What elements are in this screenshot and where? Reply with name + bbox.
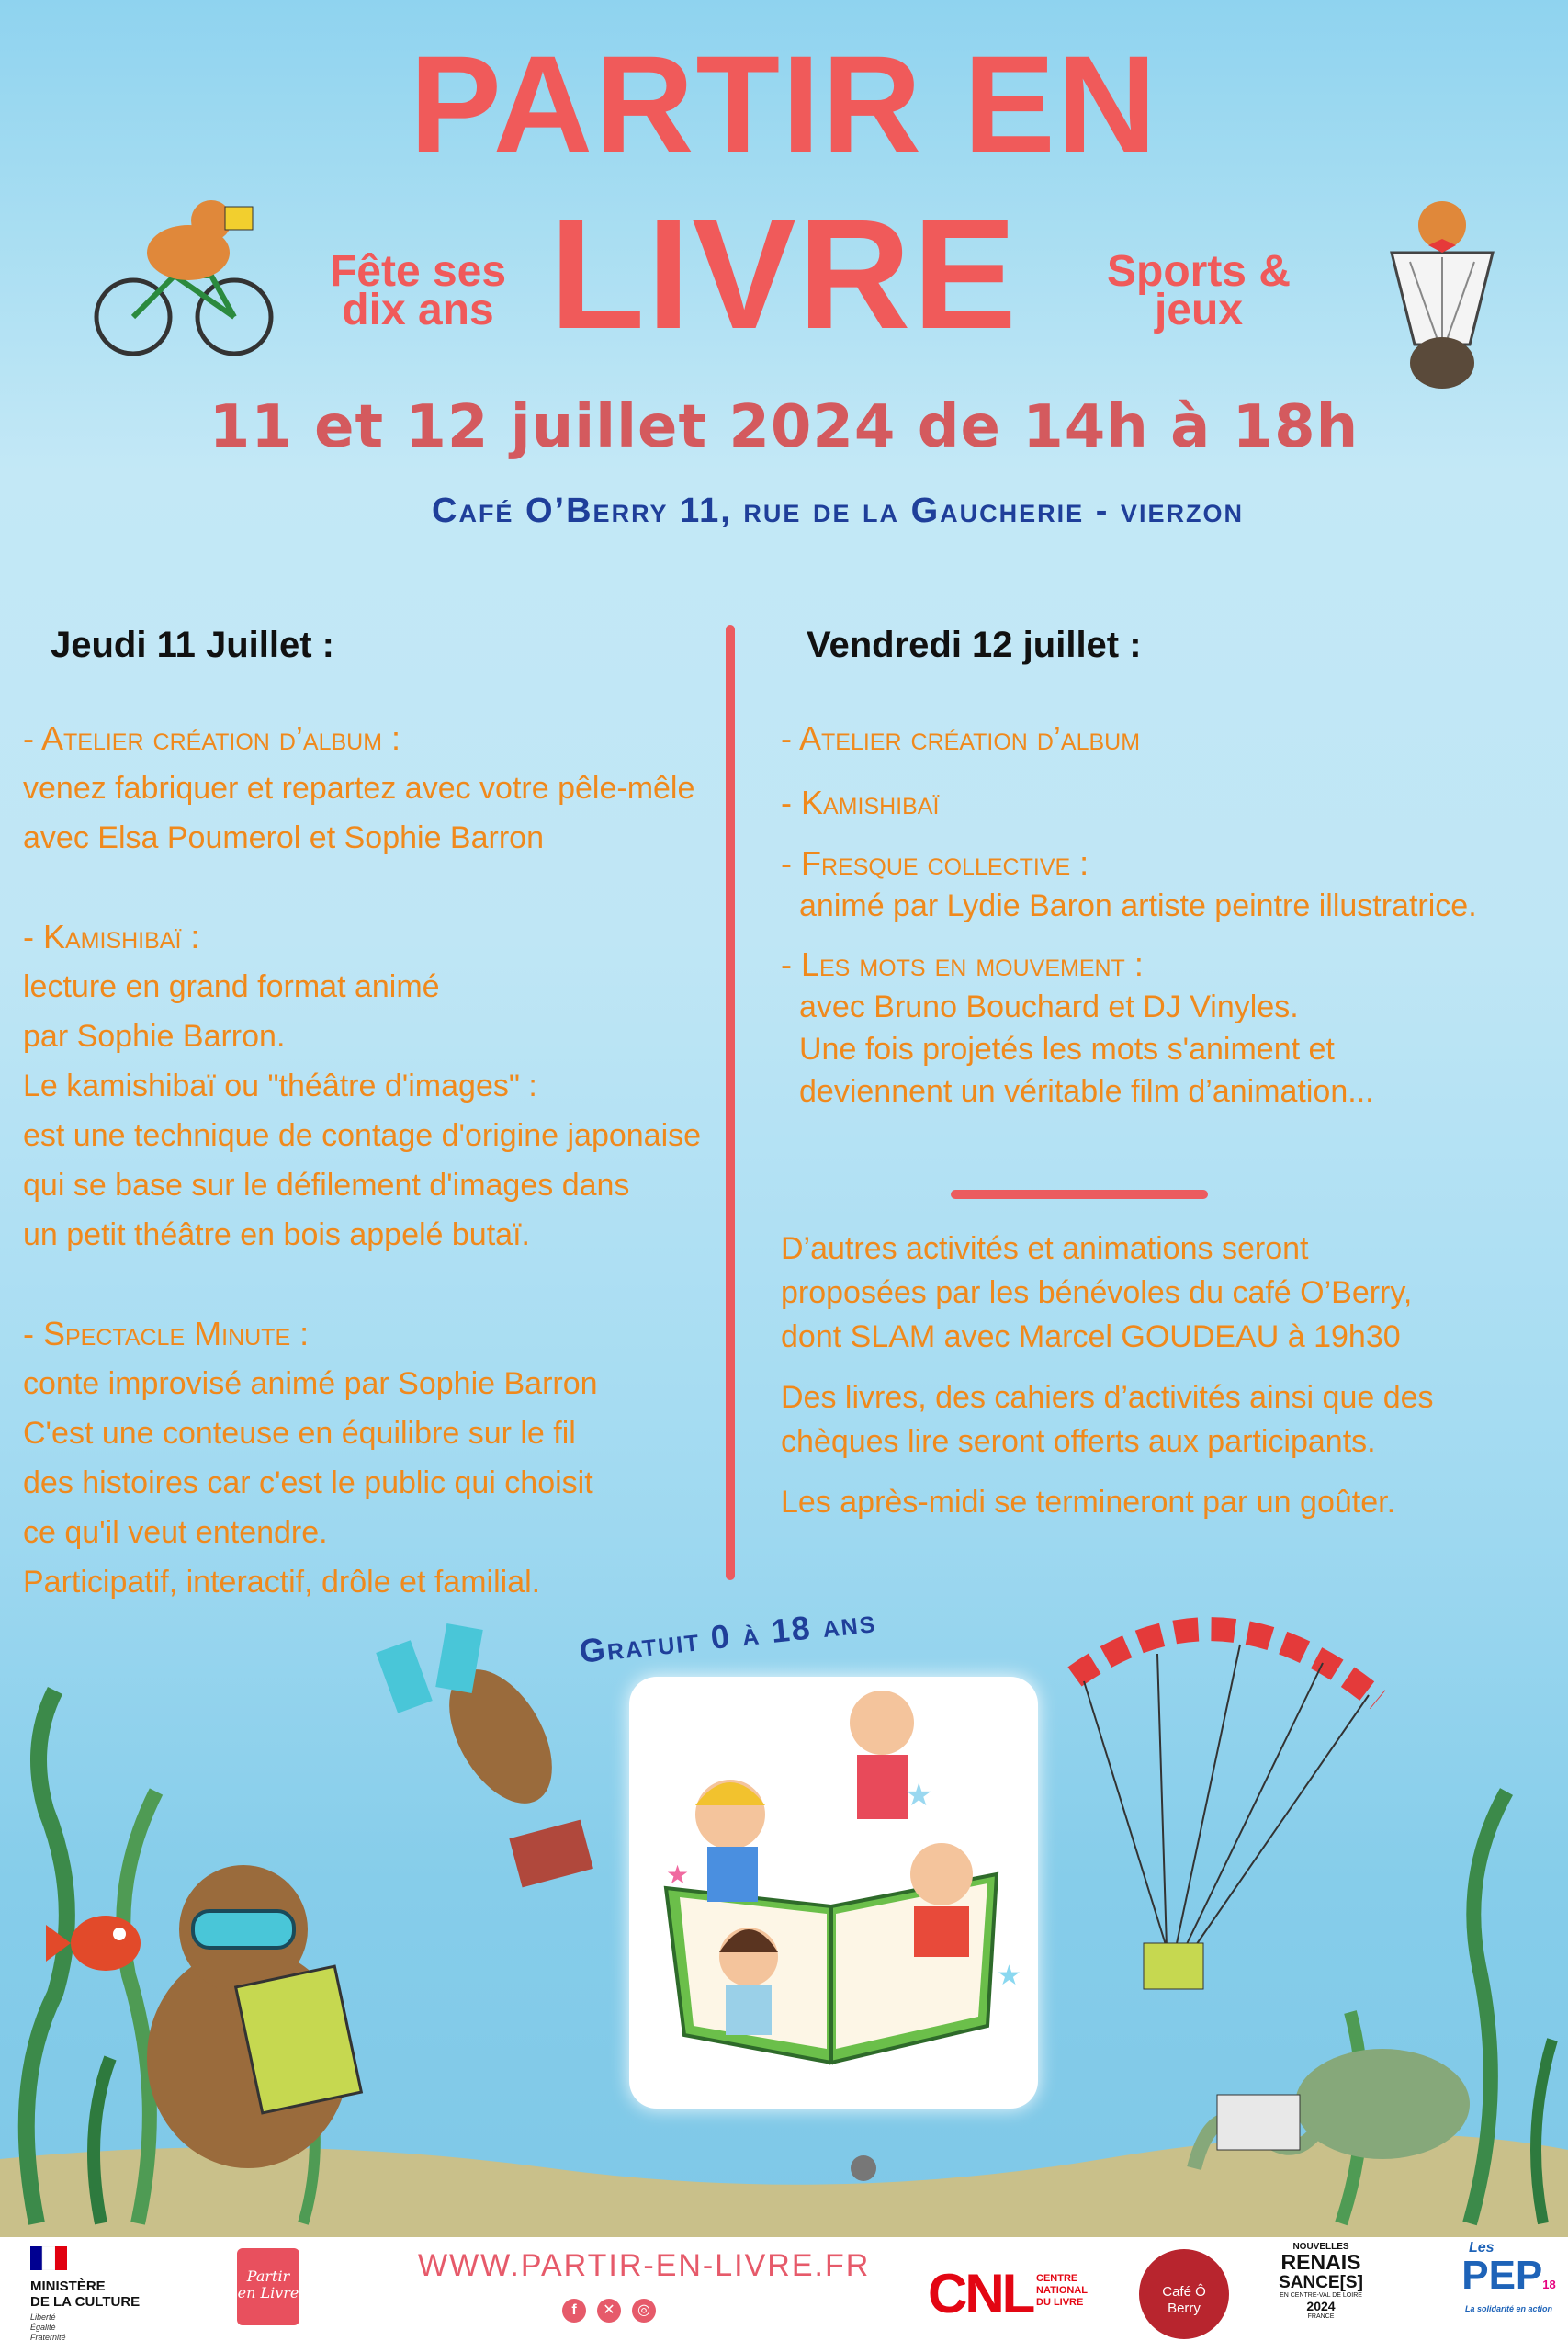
title-partir-en: PARTIR EN bbox=[409, 27, 1159, 181]
marianne-icon bbox=[30, 2246, 67, 2270]
text-line: avec Bruno Bouchard et DJ Vinyles. bbox=[799, 989, 1299, 1024]
day-thursday-title: Jeudi 11 Juillet : bbox=[51, 625, 335, 665]
text-line: Les après-midi se termineront par un goûter. bbox=[781, 1485, 1396, 1520]
website-url[interactable]: WWW.PARTIR-EN-LIVRE.FR bbox=[418, 2248, 871, 2283]
title-livre: LIVRE bbox=[549, 187, 1019, 362]
text-line: avec Elsa Poumerol et Sophie Barron bbox=[23, 820, 544, 855]
pep-number: 18 bbox=[1542, 2278, 1556, 2291]
ministere-motto-1: Liberté bbox=[30, 2312, 56, 2322]
fresque-title: - Fresque collective : bbox=[781, 844, 1089, 882]
cafe-logo-line: Café Ô bbox=[1162, 2284, 1206, 2300]
text-line: des histoires car c'est le public qui choisit bbox=[23, 1465, 593, 1500]
pep-les: Les bbox=[1469, 2240, 1495, 2256]
text-line: conte improvisé animé par Sophie Barron bbox=[23, 1366, 598, 1401]
les-pep-logo bbox=[1456, 2240, 1562, 2313]
ren-line: FRANCE bbox=[1307, 2313, 1335, 2320]
event-address: Café O’Berry 11, rue de la Gaucherie - vierzon bbox=[432, 492, 1244, 530]
cnl-logo: CNL bbox=[928, 2263, 1033, 2324]
pep-motto: La solidarité en action bbox=[1464, 2304, 1553, 2313]
x-icon[interactable]: ✕ bbox=[597, 2299, 621, 2323]
svg-text:★: ★ bbox=[666, 1860, 690, 1889]
cafe-logo-line: Berry bbox=[1168, 2301, 1201, 2316]
ministere-name-1: MINISTÈRE bbox=[30, 2278, 106, 2294]
ministere-name-2: DE LA CULTURE bbox=[30, 2294, 141, 2310]
pep-name-text: PEP bbox=[1461, 2253, 1543, 2298]
extra-info bbox=[781, 1227, 1552, 1524]
cafe-oberry-logo bbox=[1139, 2249, 1229, 2339]
instagram-icon[interactable]: ◎ bbox=[632, 2299, 656, 2323]
ren-line: NOUVELLES bbox=[1292, 2242, 1349, 2252]
cnl-subtitle-line: CENTRE bbox=[1036, 2273, 1078, 2284]
pep-name bbox=[1456, 2253, 1562, 2304]
text-line: Une fois projetés les mots s'animent et bbox=[799, 1032, 1335, 1067]
cyclist-fox-illustration bbox=[83, 184, 285, 358]
text-line: ce qu'il veut entendre. bbox=[23, 1515, 328, 1550]
text-line: animé par Lydie Baron artiste peintre illustratrice. bbox=[799, 888, 1477, 923]
cnl-subtitle-line: DU LIVRE bbox=[1036, 2297, 1084, 2308]
thursday-program bbox=[23, 714, 721, 1607]
tag-fete-dix-ans: Fête ses dix ans bbox=[329, 247, 507, 334]
text-line: Des livres, des cahiers d’activités ainsi que des bbox=[781, 1380, 1434, 1415]
kamishibai-title: - Kamishibaï bbox=[781, 784, 940, 821]
ren-line: RENAIS bbox=[1280, 2250, 1361, 2274]
spectacle-minute-title: - Spectacle Minute : bbox=[23, 1315, 310, 1352]
free-entry-label: Gratuit 0 à 18 ans bbox=[577, 1601, 878, 1670]
text-line: un petit théâtre en bois appelé butaï. bbox=[23, 1217, 530, 1252]
text-line: proposées par les bénévoles du café O’Berry, bbox=[781, 1275, 1413, 1310]
atelier-album-title: - Atelier création d’album bbox=[781, 719, 1141, 757]
text-line: dont SLAM avec Marcel GOUDEAU à 19h30 bbox=[781, 1319, 1401, 1354]
text-line: qui se base sur le défilement d'images dans bbox=[23, 1168, 630, 1203]
facebook-icon[interactable]: f bbox=[562, 2299, 586, 2323]
tag-sports-jeux: Sports & jeux bbox=[1106, 247, 1291, 334]
section-divider bbox=[951, 1190, 1208, 1199]
shuttlecock-fox-illustration bbox=[1373, 188, 1511, 395]
children-reading-book-image bbox=[629, 1677, 1038, 2109]
ren-line: EN CENTRE-VAL DE LOIRE bbox=[1280, 2292, 1362, 2299]
mots-mouvement-title: - Les mots en mouvement : bbox=[781, 945, 1144, 983]
ministere-culture-logo bbox=[30, 2246, 140, 2343]
text-line: deviennent un véritable film d’animation... bbox=[799, 1074, 1374, 1109]
text-line: par Sophie Barron. bbox=[23, 1019, 286, 1054]
text-line: C'est une conteuse en équilibre sur le fil bbox=[23, 1416, 576, 1451]
partir-en-livre-logo: Partir en Livre bbox=[237, 2248, 299, 2325]
text-line: D’autres activités et animations seront bbox=[781, 1231, 1309, 1266]
ren-line: 2024 bbox=[1306, 2299, 1336, 2313]
nouvelles-renaissances-logo bbox=[1275, 2242, 1367, 2320]
text-line: chèques lire seront offerts aux participants. bbox=[781, 1424, 1376, 1459]
event-dates: 11 et 12 juillet 2024 de 14h à 18h bbox=[209, 393, 1359, 461]
text-line: Participatif, interactif, drôle et familial. bbox=[23, 1565, 541, 1600]
svg-text:★: ★ bbox=[905, 1778, 933, 1813]
friday-program bbox=[781, 714, 1552, 1113]
ministere-motto-3: Fraternité bbox=[30, 2333, 66, 2342]
cnl-subtitle bbox=[1036, 2273, 1088, 2309]
book-children-illustration bbox=[629, 1677, 1038, 2109]
day-friday-title: Vendredi 12 juillet : bbox=[807, 625, 1142, 665]
svg-text:★: ★ bbox=[997, 1961, 1021, 1991]
text-line: Le kamishibaï ou "théâtre d'images" : bbox=[23, 1069, 537, 1103]
text-line: venez fabriquer et repartez avec votre pêle-mêle bbox=[23, 771, 695, 806]
column-divider bbox=[726, 625, 735, 1580]
cnl-subtitle-line: NATIONAL bbox=[1036, 2285, 1089, 2296]
text-line: lecture en grand format animé bbox=[23, 969, 440, 1004]
kamishibai-title: - Kamishibaï : bbox=[23, 918, 200, 956]
text-line: est une technique de contage d'origine japonaise bbox=[23, 1118, 702, 1153]
atelier-album-title: - Atelier création d’album : bbox=[23, 719, 401, 757]
ministere-motto-2: Égalité bbox=[30, 2323, 56, 2332]
ren-line: SANCE[S] bbox=[1279, 2273, 1363, 2292]
